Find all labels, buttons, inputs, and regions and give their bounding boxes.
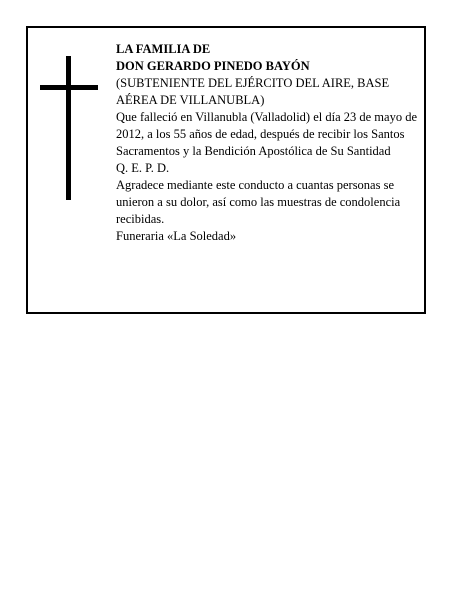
deceased-name: DON GERARDO PINEDO BAYÓN [116,59,310,73]
cross-icon [40,56,98,200]
qepd-line: Q. E. P. D. [116,161,170,175]
cross-horizontal-bar [40,85,98,90]
obituary-notice [26,26,426,314]
death-info: Que falleció en Villanubla (Valladolid) el día 23 de mayo de 2012, a los 55 años de edad, después de recibir los Santos Sacramentos y la Bendición Apostólica de Su Santidad [116,110,418,158]
rank-line: (SUBTENIENTE DEL EJÉRCITO DEL AIRE, BASE AÉREA DE VILLANUBLA) [116,76,390,107]
notice-text [116,41,422,245]
cross-vertical-bar [66,56,71,200]
funeral-home: Funeraria «La Soledad» [116,229,237,243]
family-line: LA FAMILIA DE [116,42,211,56]
thanks-text: Agradece mediante este conducto a cuantas personas se unieron a su dolor, así como las muestras de condolencia recibidas. [116,178,401,226]
